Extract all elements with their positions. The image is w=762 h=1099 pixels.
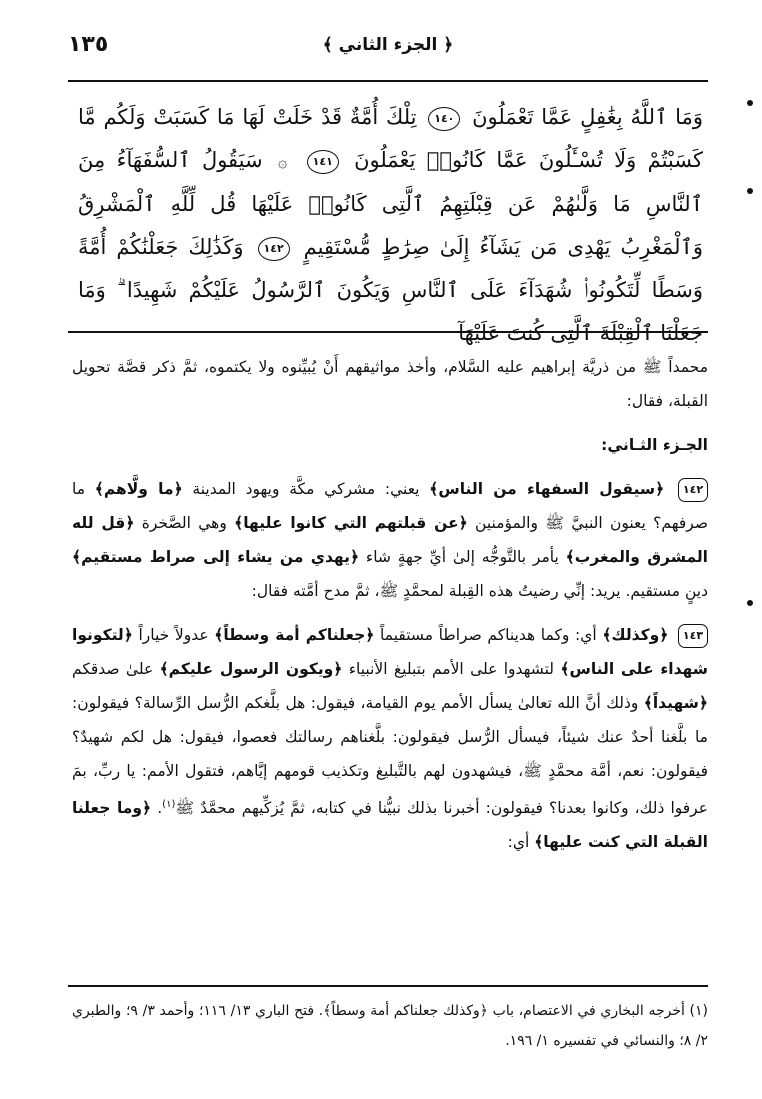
commentary-span: وهي الصَّخرة <box>134 514 235 532</box>
commentary-span: عدولاً خياراً <box>132 626 215 644</box>
commentary-span: ما صرفهم؟ يعنون النبيَّ ﷺ والمؤمنين <box>72 480 708 532</box>
footnote-reference[interactable]: (١) <box>162 799 176 810</box>
quran-segment: تِلْكَ أُمَّةٌ قَدْ خَلَتْ لَهَا مَا كَسَبَتْ وَلَكُم مَّا كَسَبْتُمْ وَلَا تُسْـَٔلُونَ عَمَّا كَانُوا۟ يَعْمَلُونَ <box>78 105 703 172</box>
hizb-marker-icon: ۞ <box>277 152 288 171</box>
section-rule <box>68 331 708 333</box>
quoted-verse: ﴿وما جعلنا القبلة التي كنت عليها﴾ <box>72 799 708 852</box>
quran-text-block <box>78 96 703 355</box>
section-heading: الجـزء الثـاني: <box>601 436 708 454</box>
ayah-number-marker: ١٤١ <box>307 150 339 174</box>
commentary-span: أي: <box>507 833 535 852</box>
quoted-verse: ﴿وكذلك﴾ <box>602 626 669 644</box>
quoted-verse: ﴿جعلناكم أمة وسطاً﴾ <box>214 626 375 644</box>
commentary-span: لتشهدوا على الأمم بتبليغ الأنبياء <box>342 660 561 678</box>
commentary-span: دينٍ مستقيم. يريد: إنِّي رضيتُ هذه القِبلة لمحمَّدٍ ﷺ، ثمَّ مدح أمَّته فقال: <box>251 582 708 600</box>
quoted-verse: ﴿يهدي من يشاء إلى صراط مستقيم﴾ <box>72 548 360 566</box>
quoted-verse: ﴿قل لله المشرق والمغرب﴾ <box>72 514 708 566</box>
footnote-rule <box>68 985 708 987</box>
ayah-number-marker: ١٤٢ <box>258 237 290 261</box>
quoted-verse: ﴿شهيداً﴾ <box>643 694 708 712</box>
margin-dot-mark <box>747 100 753 106</box>
quran-segment: سَيَقُولُ ٱلسُّفَهَآءُ مِنَ ٱلنَّاسِ مَا وَلَّىٰهُمْ عَن قِبْلَتِهِمُ ٱلَّتِى كَانُوا۟ عَلَيْهَا قُل لِّلَّهِ ٱلْمَشْرِقُ وَٱلْمَغْرِبُ يَهْدِى مَن يَشَآءُ إِلَىٰ صِرَٰطٍ مُّسْتَقِيمٍ <box>78 148 703 259</box>
quran-segment: وَكَذَٰلِكَ جَعَلْنَٰكُمْ أُمَّةً وَسَطًا لِّتَكُونُوا۟ شُهَدَآءَ عَلَى ٱلنَّاسِ وَيَكُونَ ٱلرَّسُولُ عَلَيْكُمْ شَهِيدًا ۗ وَمَا جَعَلْنَا ٱلْقِبْلَةَ ٱلَّتِى كُنتَ عَلَيْهَآ <box>78 235 703 345</box>
quoted-verse: ﴿عن قبلتهم التي كانوا عليها﴾ <box>234 514 468 532</box>
commentary-span: وذلك أنَّ الله تعالىٰ يسأل الأمم يوم القيامة، فيقول: هل بلَّغكم الرُّسل الرِّسالة؟ فيقولون: ما بلَّغنا أحدٌ عنك شيئاً، فيسأل الرُّسل فيقولون: بلَّغناهم رسالتك فعصوا، فيقول: هل لكم شهيدٌ؟ فيقولون: نعم، أمَّة محمَّدٍ ﷺ، فيشهدون لهم بالتَّبليغ وتكذيب قومهم إيَّاهم، فتقول الأمم: يا ربِّ، بمَ عرفوا ذلك، وكانوا بعدنا؟ فيقولون: أخبرنا بذلك نبيُّنا في كتابه، ثمَّ يُزكِّيهم محمَّدٌ ﷺ <box>72 694 708 818</box>
margin-dot-mark <box>747 188 753 194</box>
intro-paragraph <box>72 350 708 418</box>
page-number: ١٣٥ <box>68 32 109 57</box>
verse-number-badge: ١٤٢ <box>678 478 708 502</box>
margin-dot-mark <box>747 600 753 606</box>
commentary-text <box>72 350 708 869</box>
quoted-verse: ﴿ما ولَّاهم﴾ <box>94 480 183 498</box>
commentary-span: علىٰ صدقكم <box>72 660 160 678</box>
verse-number-badge: ١٤٣ <box>678 624 708 648</box>
intro-text: محمداً ﷺ من ذريَّة إبراهيم عليه السَّلام، وأخذ مواثيقهم أَنْ يُبيِّنوه ولا يكتموه، ثمَّ ذكر قصَّة تحويل القبلة، فقال: <box>72 358 708 410</box>
commentary-span: يعني: مشركي مكَّة ويهود المدينة <box>182 480 430 498</box>
running-title: ﴿ الجزء الثاني ﴾ <box>322 35 454 55</box>
verse-143-commentary <box>72 618 708 859</box>
commentary-span: يأمر بالتَّوجُّه إلىٰ أيِّ جهةٍ شاء <box>359 548 566 566</box>
footnotes <box>72 996 708 1056</box>
quoted-verse: ﴿ويكون الرسول عليكم﴾ <box>159 660 343 678</box>
header-rule <box>68 80 708 82</box>
commentary-span: . <box>151 799 163 818</box>
footnote-1: (١) أخرجه البخاري في الاعتصام، باب ﴿وكذلك جعلناكم أمة وسطاً﴾. فتح الباري ١٣/ ١١٦؛ وأحمد ٣/ ٩؛ والطبري ٢/ ٨؛ والنسائي في تفسيره ١/ ١٩٦. <box>72 1003 709 1049</box>
page-header <box>68 30 708 70</box>
quran-segment: وَمَا ٱللَّهُ بِغَٰفِلٍ عَمَّا تَعْمَلُونَ <box>472 105 703 129</box>
quoted-verse: ﴿سيقول السفهاء من الناس﴾ <box>429 480 665 498</box>
commentary-span: أي: وكما هديناكم صراطاً مستقيماً <box>374 626 603 644</box>
verse-142-commentary <box>72 472 708 608</box>
quoted-verse: ﴿لتكونوا شهداء على الناس﴾ <box>72 626 709 678</box>
ayah-number-marker: ١٤٠ <box>428 107 460 131</box>
